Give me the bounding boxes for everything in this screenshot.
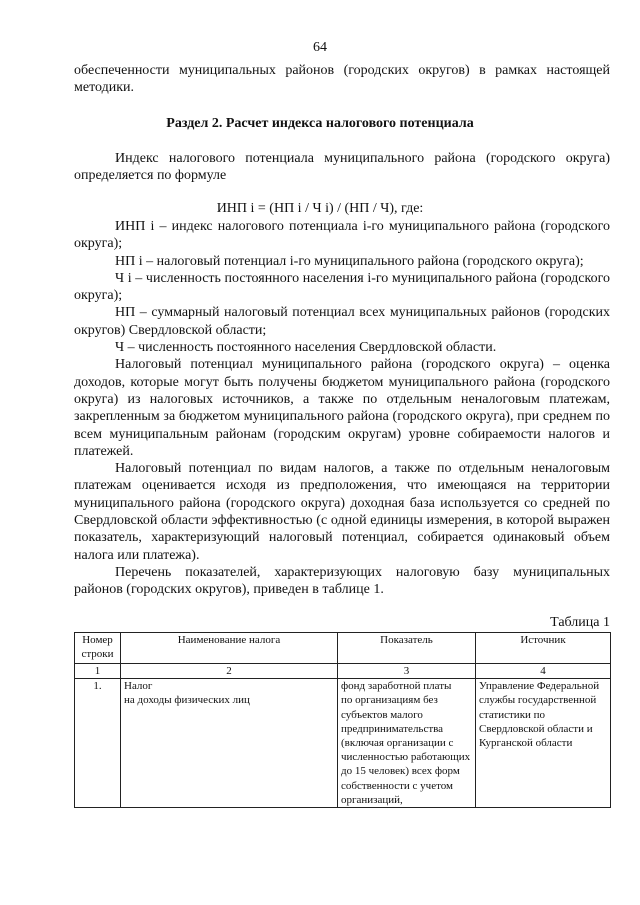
- formula-intro-text: Индекс налогового потенциала муниципального района (городского округа) определяется по формуле: [74, 151, 610, 184]
- definition-np: НП – суммарный налоговый потенциал всех муниципальных районов (городских округов) Свердловской области;: [74, 305, 610, 338]
- indicator-cell: фонд заработной платы по организациям без субъектов малого предпринимательства (включая организации с численностью работающих до 15 человек) всех форм собственности с учетом организаций,: [338, 679, 476, 808]
- tax-estimate-paragraph: Налоговый потенциал по видам налогов, а также по отдельным неналоговым платежам оценивается исходя из предположения, что имеющаяся на территории муниципального района (городского округа) доходная база используется со средней по Свердловской области эффективностью (с одной единицы измерения, в которой выражен показатель, характеризующий налоговый потенциал, собирается одинаковый объем налога или платежа).: [74, 461, 610, 563]
- table-header-row: [75, 633, 611, 664]
- source-cell: Управление Федеральной службы государственной статистики по Свердловской области и Курганской области: [476, 679, 611, 808]
- header-indicator: Показатель: [338, 633, 476, 664]
- section-title: Раздел 2. Расчет индекса налогового потенциала: [166, 116, 474, 131]
- intro-text: обеспеченности муниципальных районов (городских округов) в рамках настоящей методики.: [74, 63, 610, 96]
- definitions-block: [74, 218, 610, 599]
- formula-intro-paragraph: [74, 150, 610, 185]
- definition-ch: Ч – численность постоянного населения Свердловской области.: [115, 340, 497, 356]
- tax-name-cell: Налог на доходы физических лиц: [121, 679, 338, 808]
- table-column-numbers-row: [75, 664, 611, 679]
- column-number: 4: [476, 664, 611, 679]
- header-source: Источник: [476, 633, 611, 664]
- tax-potential-paragraph: Налоговый потенциал муниципального района (городского округа) – оценка доходов, которые могут быть получены бюджетом муниципального района (городского округа) из налоговых источников, а также по отдельным неналоговым платежам, закрепленным за бюджетом муниципального района (городского округа), при среднем по всем муниципальным районам (городским округам) уровне собираемости налогов и платежей.: [74, 357, 610, 459]
- table-row: [75, 679, 611, 808]
- table-caption: Таблица 1: [550, 615, 610, 630]
- definition-inp: ИНП i – индекс налогового потенциала i-го муниципального района (городского округа);: [74, 219, 610, 252]
- indicator-table: [74, 632, 611, 808]
- header-row-number: Номер строки: [75, 633, 121, 664]
- column-number: 3: [338, 664, 476, 679]
- intro-paragraph: [74, 62, 610, 97]
- formula: ИНП i = (НП i / Ч i) / (НП / Ч), где:: [216, 201, 424, 216]
- column-number: 1: [75, 664, 121, 679]
- page-number: 64: [313, 40, 327, 55]
- indicator-list-paragraph: Перечень показателей, характеризующих налоговую базу муниципальных районов (городских округов), приведен в таблице 1.: [74, 564, 610, 598]
- header-tax-name: Наименование налога: [121, 633, 338, 664]
- column-number: 2: [121, 664, 338, 679]
- definition-ch-i: Ч i – численность постоянного населения i-го муниципального района (городского округа);: [74, 270, 610, 304]
- row-number-cell: 1.: [75, 679, 121, 808]
- definition-np-i: НП i – налоговый потенциал i-го муниципального района (городского округа);: [115, 253, 584, 269]
